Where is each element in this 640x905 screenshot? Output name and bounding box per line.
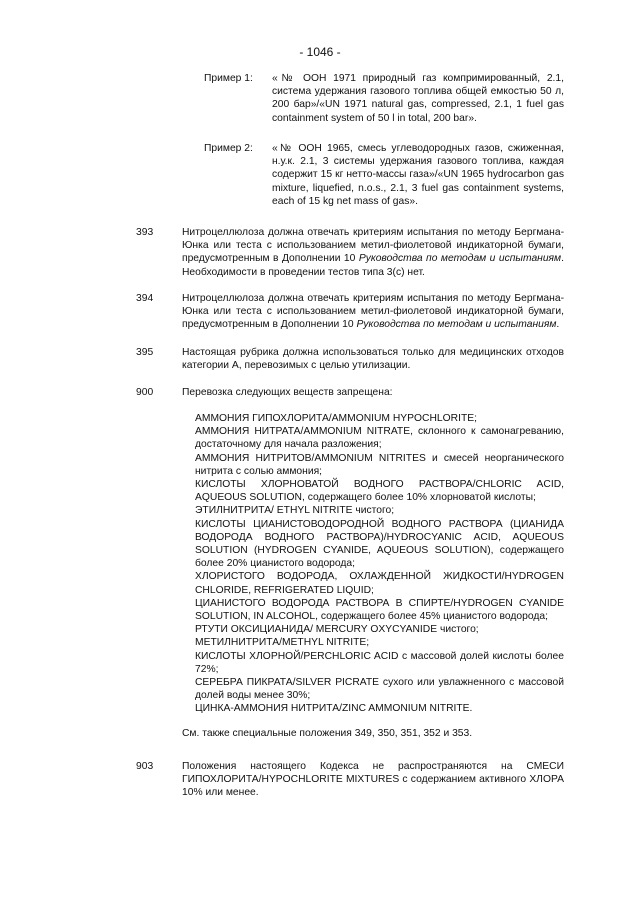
list-item: ХЛОРИСТОГО ВОДОРОДА, ОХЛАЖДЕННОЙ ЖИДКОСТИ/HYDROGEN CHLORIDE, REFRIGERATED LIQUID; [195,571,564,596]
list-item: АММОНИЯ НИТРИТОВ/AMMONIUM NITRITES и смесей неорганического нитрита с солью аммония; [195,452,564,477]
provision-text-395: Настоящая рубрика должна использоваться только для медицинских отходов категории А, перевозимых с целью утилизации. [182,347,564,372]
provision-number-900: 900 [136,387,154,398]
provision-text-393: Нитроцеллюлоза должна отвечать критериям испытания по методу Бергмана-Юнка или теста с использованием метил-фиолетовой индикаторной бумаги, предусмотренным в Дополнении 10 Руководства по методам и испытаниям. Необходимости в проведении тестов типа 3(c) нет. [182,227,564,278]
list-item: СЕРЕБРА ПИКРАТА/SILVER PICRATE сухого или увлажненного с массовой долей воды менее 30%; [195,677,564,702]
list-item: КИСЛОТЫ ЦИАНИСТОВОДОРОДНОЙ ВОДНОГО РАСТВОРА (ЦИАНИДА ВОДОРОДА ВОДНОГО РАСТВОРА)/HYDROCYANIC ACID, AQUEOUS SOLUTION (HYDROGEN CYANIDE, AQUEOUS SOLUTION), содержащего более 20% цианистого водорода; [195,518,564,570]
list-item: АММОНИЯ ГИПОХЛОРИТА/AMMONIUM HYPOCHLORITE; [195,413,477,424]
prohibited-substances-list [195,412,564,716]
provision-number-903: 903 [136,761,154,772]
provision-text-394: Нитроцеллюлоза должна отвечать критериям испытания по методу Бергмана-Юнка или теста с использованием метил-фиолетовой индикаторной бумаги, предусмотренным в Дополнении 10 Руководства по методам и испытаниям. [182,293,564,331]
provision-text-900: Перевозка следующих веществ запрещена: [182,387,393,398]
provision-number-394: 394 [136,293,154,304]
provision-number-393: 393 [136,227,154,238]
see-also-note: См. также специальные положения 349, 350, 351, 352 и 353. [182,728,473,739]
example-1-text: «№ ООН 1971 природный газ компримированный, 2.1, система удержания газового топлива общей емкостью 50 л, 200 бар»/«UN 1971 natural gas, compressed, 2.1, 1 fuel gas containment system of 50 l in total, 200 bar». [272,73,564,124]
provision-number-395: 395 [136,347,154,358]
example-2-text: «№ ООН 1965, смесь углеводородных газов, сжиженная, н.у.к. 2.1, 3 системы удержания газового топлива, каждая содержит 15 кг нетто-массы газа»/«UN 1965 hydrocarbon gas mixture, liquefied, n.o.s., 2.1, 3 fuel gas containment systems, each of 15 kg net mass of gas». [272,143,564,207]
example-2-label: Пример 2: [204,143,253,154]
list-item: КИСЛОТЫ ХЛОРНОЙ/PERCHLORIC ACID с массовой долей кислоты более 72%; [195,650,564,675]
list-item: АММОНИЯ НИТРАТА/AMMONIUM NITRATE, склонного к самонагреванию, достаточному для начала разложения; [195,426,564,451]
list-item: КИСЛОТЫ ХЛОРНОВАТОЙ ВОДНОГО РАСТВОРА/CHLORIC ACID, AQUEOUS SOLUTION, содержащего более 10% хлорноватой кислоты; [195,479,564,504]
list-item: ЭТИЛНИТРИТА/ ETHYL NITRITE чистого; [195,505,395,517]
provision-text-903: Положения настоящего Кодекса не распространяются на СМЕСИ ГИПОХЛОРИТА/HYPOCHLORITE MIXTURES с содержанием активного ХЛОРА 10% или менее. [182,761,564,799]
list-item: ЦИНКА-АММОНИЯ НИТРИТА/ZINC AMMONIUM NITRITE. [195,703,473,715]
page-number: - 1046 - [299,45,341,59]
example-1-label: Пример 1: [204,73,253,84]
list-item: РТУТИ ОКСИЦИАНИДА/ MERCURY OXYCYANIDE чистого; [195,624,479,636]
list-item: ЦИАНИСТОГО ВОДОРОДА РАСТВОРА В СПИРТЕ/HYDROGEN CYANIDE SOLUTION, IN ALCOHOL, содержащего более 45% цианистого водорода; [195,597,564,623]
list-item: МЕТИЛНИТРИТА/METHYL NITRITE; [195,637,370,649]
